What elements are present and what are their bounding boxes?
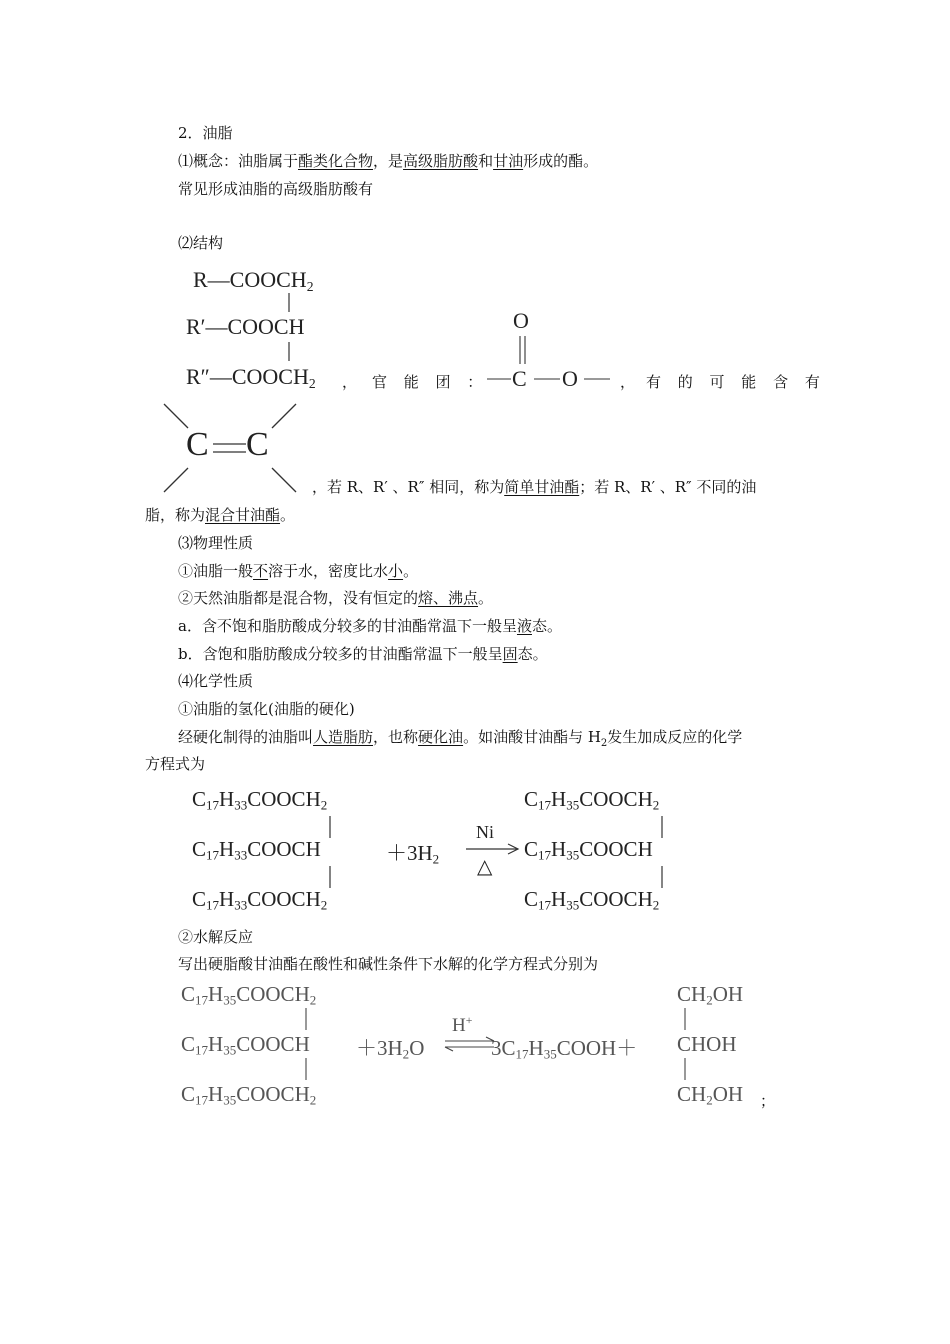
eq2-plus-h2o: $+3H_2O$ <box>356 1036 425 1062</box>
blank-melting-boiling: 熔、沸点 <box>418 589 479 607</box>
eq2-glycerol-mid: CHOH <box>677 1032 737 1056</box>
eq1-left-row-2: $C_{17}H_{33}COOCH$ <box>192 837 321 863</box>
alkene-c-right: C <box>246 426 269 463</box>
section-heading: 2．油脂 <box>178 124 233 142</box>
eq1-plus-h2: $+3H_2$ <box>386 841 440 867</box>
eq2-left-row-1: $C_{17}H_{35}COOCH_2$ <box>181 982 317 1008</box>
ester-carbon: C <box>512 366 527 391</box>
eq1-heat: △ <box>477 856 493 878</box>
ester-carbonyl-o: O <box>513 308 529 333</box>
blank-ester-compound: 酯类化合物 <box>298 152 374 170</box>
hydrogenation-text: 经硬化制得的油脂叫人造脂肪，也称硬化油。如油酸甘油酯与 $H_2$发生加成反应的化学 <box>178 728 743 749</box>
hydrogenation-heading: ①油脂的氢化(油脂的硬化) <box>178 700 355 718</box>
blank-simple-glyceride: 简单甘油酯 <box>504 478 580 496</box>
concept-suffix: 形成的酯。 <box>523 152 599 170</box>
concept-mid: ，是 <box>373 152 404 170</box>
mixed-glyceride-line: 脂，称为混合甘油酯。 <box>145 506 296 524</box>
blank-mixed-glyceride: 混合甘油酯 <box>205 506 281 524</box>
eq2-catalyst: H+ <box>452 1014 473 1037</box>
hydrolysis-heading: ②水解反应 <box>178 928 254 946</box>
comma-2: ， <box>620 373 636 391</box>
eq2-glycerol-bot: $CH_2OH$ <box>677 1082 744 1108</box>
eq1-right-row-3: $C_{17}H_{35}COOCH_2$ <box>524 887 660 913</box>
fatty-acids-intro: 常见形成油脂的高级脂肪酸有 <box>178 180 374 198</box>
blank-hardened-oil: 硬化油 <box>418 728 464 746</box>
blank-artificial-fat: 人造脂肪 <box>313 728 374 746</box>
physical-heading: ⑶物理性质 <box>178 534 254 552</box>
physical-item-1: ①油脂一般不溶于水，密度比水小。 <box>178 562 419 580</box>
alkene-c-left: C <box>186 426 209 463</box>
physical-item-2: ②天然油脂都是混合物，没有恒定的熔、沸点。 <box>178 589 494 607</box>
eq2-glycerol-top: $CH_2OH$ <box>677 982 744 1008</box>
blank-insoluble: 不 <box>253 562 269 580</box>
eq2-fatty-acid-product: $3C_{17}H_{35}COOH+$ <box>491 1036 638 1062</box>
func-group-label: 官 能 团 ： <box>372 373 489 391</box>
eq1-right-row-1: $C_{17}H_{35}COOCH_2$ <box>524 787 660 813</box>
concept-and: 和 <box>478 152 494 170</box>
eq2-left-row-3: $C_{17}H_{35}COOCH_2$ <box>181 1082 317 1108</box>
chemical-heading: ⑷化学性质 <box>178 672 254 690</box>
blank-solid: 固 <box>502 645 518 663</box>
hydrogenation-text-2: 方程式为 <box>145 755 206 773</box>
struct-row-3: $R''—COOCH_2$ <box>186 364 316 391</box>
hydrolysis-text: 写出硬脂酸甘油酯在酸性和碱性条件下水解的化学方程式分别为 <box>178 955 599 973</box>
eq1-left-row-1: $C_{17}H_{33}COOCH_2$ <box>192 787 328 813</box>
eq2-left-row-2: $C_{17}H_{35}COOCH$ <box>181 1032 310 1058</box>
blank-liquid: 液 <box>516 617 532 635</box>
ester-oxygen: O <box>562 366 578 391</box>
blank-fatty-acid: 高级脂肪酸 <box>403 152 479 170</box>
struct-row-2: R′—COOCH <box>186 314 305 339</box>
eq1-catalyst: Ni <box>476 822 494 842</box>
struct-row-1: $R—COOCH_2$ <box>193 267 314 294</box>
concept-prefix: ⑴概念：油脂属于 <box>178 152 299 170</box>
may-contain: 有 的 可 能 含 有 <box>646 373 826 391</box>
physical-item-a: a．含不饱和脂肪酸成分较多的甘油酯常温下一般呈液态。 <box>178 617 562 635</box>
blank-smaller: 小 <box>388 562 404 580</box>
structure-heading: ⑵结构 <box>178 234 224 252</box>
eq1-right-row-2: $C_{17}H_{35}COOCH$ <box>524 837 653 863</box>
eq1-left-row-3: $C_{17}H_{33}COOCH_2$ <box>192 887 328 913</box>
blank-glycerol: 甘油 <box>493 152 524 170</box>
simple-glyceride-line: ，若 R、R′ 、R″ 相同，称为简单甘油酯；若 R、R′ 、R″ 不同的油 <box>312 478 757 496</box>
semicolon: ； <box>760 1092 776 1110</box>
physical-item-b: b．含饱和脂肪酸成分较多的甘油酯常温下一般呈固态。 <box>178 645 548 663</box>
comma-1: ， <box>342 373 358 391</box>
